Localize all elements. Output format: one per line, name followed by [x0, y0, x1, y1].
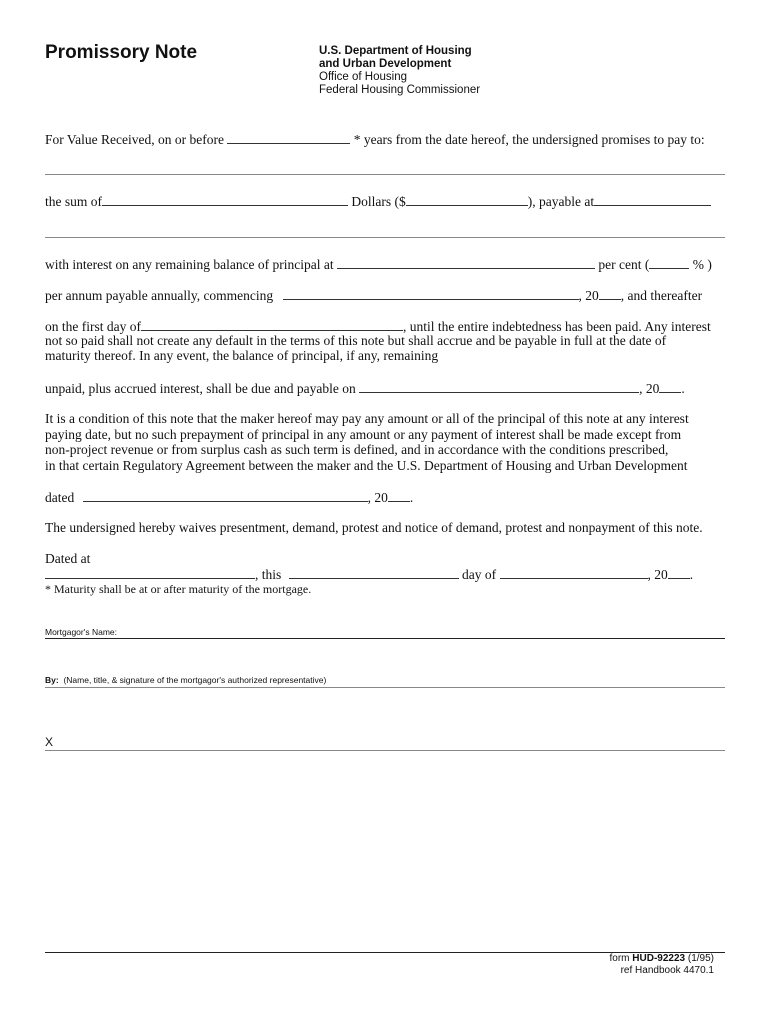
form-prefix: form [609, 953, 630, 964]
form-number-line [610, 953, 715, 965]
commissioner-name: Federal Housing Commissioner [319, 84, 481, 96]
condition-line-4: in that certain Regulatory Agreement between the maker and the U.S. Department of Housing and Urban Development [45, 458, 688, 473]
dollars-label: Dollars ($ [351, 194, 406, 209]
execution-line [45, 566, 693, 583]
handbook-reference: ref Handbook 4470.1 [620, 965, 714, 976]
month-field[interactable] [500, 566, 648, 579]
form-identifier [610, 953, 715, 977]
annum-year-prefix: , 20 [578, 288, 599, 303]
annum-line [45, 287, 702, 304]
first-day-field[interactable] [141, 318, 403, 331]
sum-words-field[interactable] [102, 193, 348, 206]
unpaid-year-prefix: , 20 [639, 381, 660, 396]
dated-period: . [409, 490, 414, 505]
by-line-label [45, 675, 326, 685]
maturity-text: maturity thereof. In any event, the balance of principal, if any, remaining [45, 348, 439, 363]
dated-line [45, 489, 413, 506]
value-received-text: For Value Received, on or before [45, 132, 224, 147]
interest-line [45, 256, 712, 273]
execution-year-field[interactable] [668, 566, 690, 579]
dated-label: dated [45, 490, 75, 505]
due-year-field[interactable] [659, 380, 681, 393]
unpaid-period: . [681, 381, 685, 396]
payable-at-label: ), payable at [527, 194, 595, 209]
unpaid-line [45, 380, 685, 397]
mortgagor-name-field[interactable] [45, 638, 725, 639]
condition-line-2: paying date, but no such prepayment of principal in any amount or any payment of interest shall be made except from [45, 427, 682, 442]
value-received-line [45, 131, 705, 148]
form-date: (1/95) [687, 953, 714, 964]
promise-text: * years from the date hereof, the undersigned promises to pay to: [353, 132, 705, 147]
mortgagor-name-label: Mortgagor's Name: [45, 627, 118, 637]
day-field[interactable] [289, 566, 459, 579]
waiver-text: The undersigned hereby waives presentment, demand, protest and notice of demand, protest and nonpayment of this note. [45, 520, 703, 535]
payee-field[interactable] [45, 174, 725, 175]
form-number: HUD-92223 [632, 953, 686, 964]
maturity-footnote: * Maturity shall be at or after maturity of the mortgage. [45, 582, 312, 596]
signature-field[interactable] [45, 750, 725, 751]
agency-name-line2: and Urban Development [319, 58, 452, 70]
commencing-date-field[interactable] [283, 287, 579, 300]
interest-rate-words-field[interactable] [337, 256, 595, 269]
sum-label: the sum of [45, 194, 102, 209]
condition-line-3: non-project revenue or from surplus cash as such term is defined, and in accordance with the conditions prescribed, [45, 442, 669, 457]
interest-label: with interest on any remaining balance of principal at [45, 257, 334, 272]
office-name: Office of Housing [319, 71, 408, 83]
dated-year-prefix: , 20 [367, 490, 388, 505]
dated-at-label: Dated at [45, 551, 91, 566]
agreement-year-field[interactable] [388, 489, 410, 502]
indebtedness-text: , until the entire indebtedness has been paid. Any interest [402, 319, 711, 334]
unpaid-label: unpaid, plus accrued interest, shall be due and payable on [45, 381, 356, 396]
condition-line-1: It is a condition of this note that the maker hereof may pay any amount or all of the principal of this note at any interest [45, 411, 689, 426]
percent-close-label: % ) [692, 257, 712, 272]
thereafter-label: , and thereafter [620, 288, 703, 303]
execution-period: . [689, 567, 694, 582]
signature-x-mark: X [45, 735, 54, 749]
by-description: (Name, title, & signature of the mortgagor's authorized representative) [63, 675, 327, 685]
representative-field[interactable] [45, 687, 725, 688]
day-of-label: day of [462, 567, 497, 582]
agency-name-line1: U.S. Department of Housing [319, 45, 472, 57]
sum-line [45, 193, 711, 210]
percent-field[interactable] [649, 256, 689, 269]
document-title: Promissory Note [45, 42, 198, 63]
due-date-field[interactable] [359, 380, 639, 393]
agency-block [319, 45, 480, 97]
years-field[interactable] [227, 131, 350, 144]
payable-location-field[interactable] [45, 237, 725, 238]
default-text: not so paid shall not create any default in the terms of this note but shall accrue and be payable in full at the date of [45, 333, 667, 348]
per-cent-label: per cent ( [598, 257, 650, 272]
by-label: By: [45, 675, 59, 685]
agreement-date-field[interactable] [83, 489, 368, 502]
payable-at-field[interactable] [594, 193, 711, 206]
dollar-amount-field[interactable] [406, 193, 528, 206]
commencing-year-field[interactable] [599, 287, 621, 300]
place-field[interactable] [45, 566, 255, 579]
this-label: , this [255, 567, 282, 582]
first-day-label: on the first day of [45, 319, 141, 334]
execution-year-prefix: , 20 [647, 567, 668, 582]
annum-label: per annum payable annually, commencing [45, 288, 274, 303]
